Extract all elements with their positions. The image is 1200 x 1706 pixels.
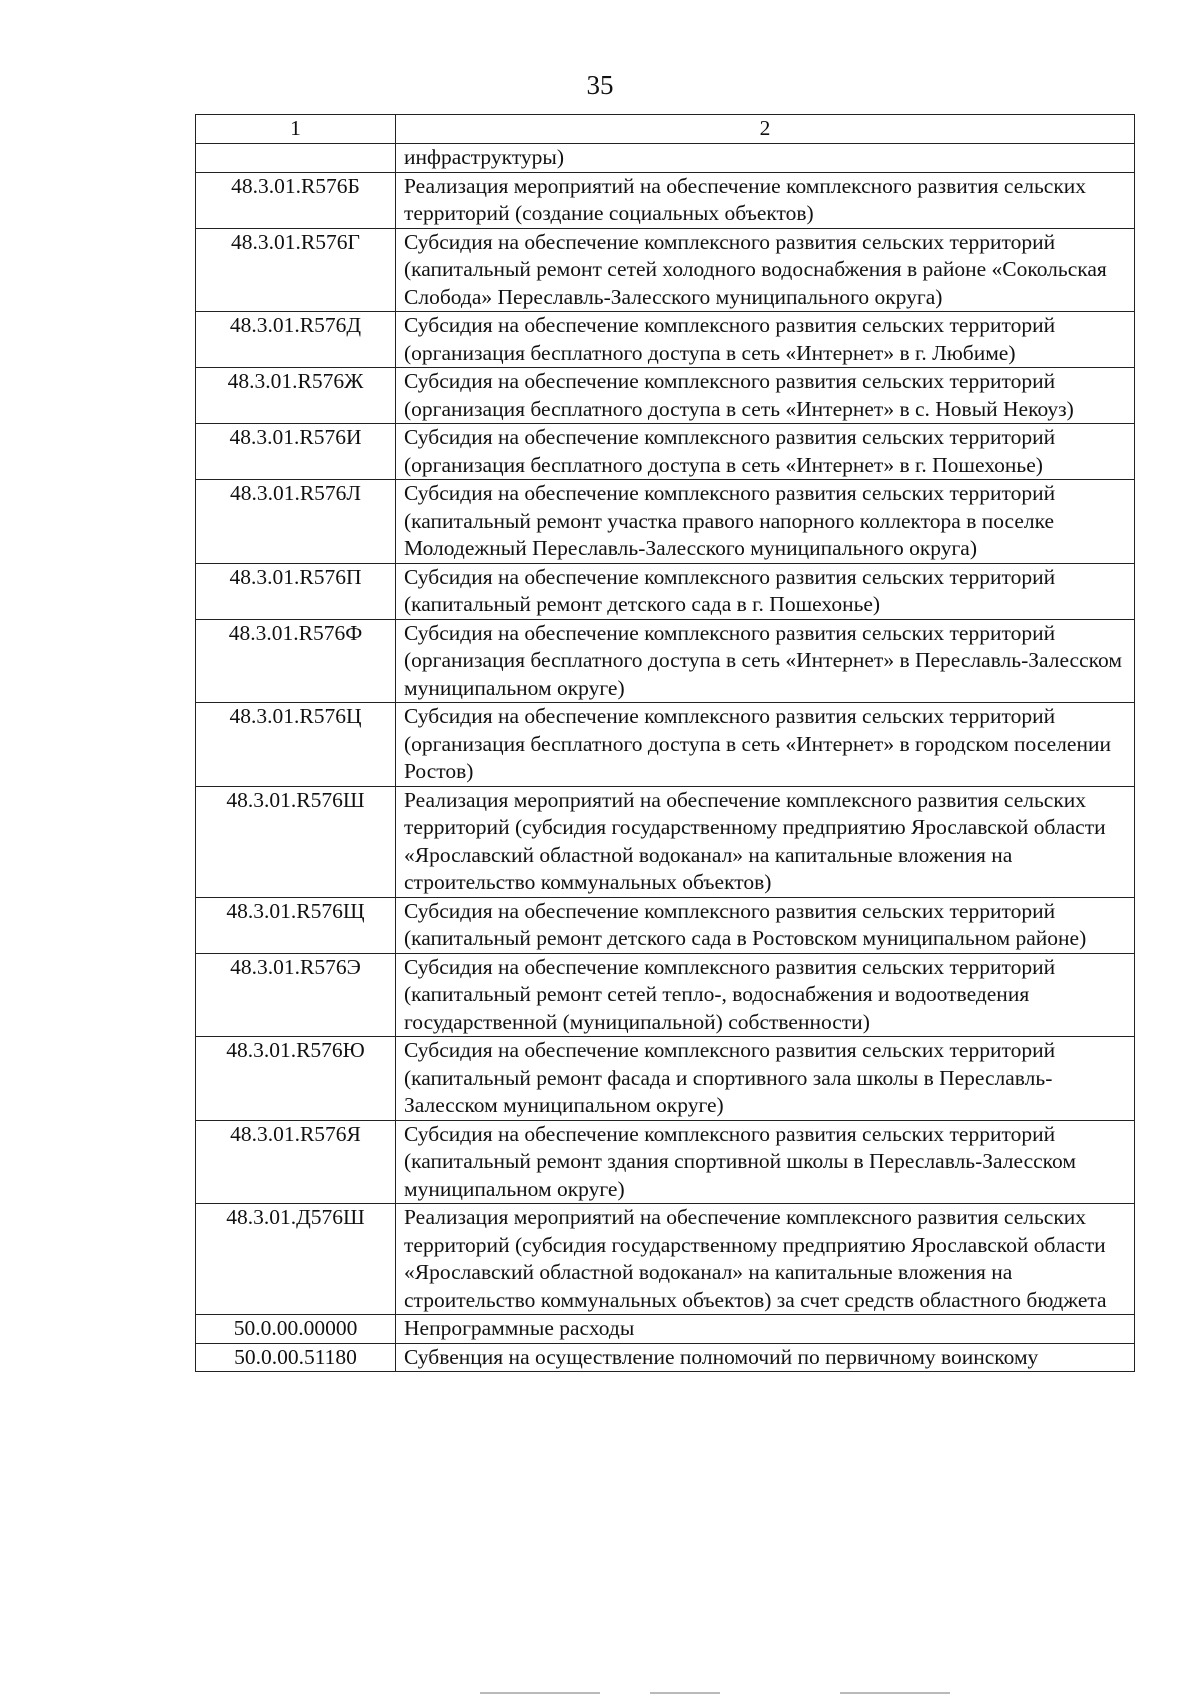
row-description: Субсидия на обеспечение комплексного развития сельских территорий (организация бесплатного доступа в сеть «Интернет» в городском поселении Ростов): [396, 703, 1135, 787]
row-description: Реализация мероприятий на обеспечение комплексного развития сельских территорий (субсидия государственному предприятию Ярославской области «Ярославский областной водоканал» на капитальные вложения на строительство коммунальных объектов) за счет средств областного бюджета: [396, 1204, 1135, 1315]
row-description: Субсидия на обеспечение комплексного развития сельских территорий (капитальный ремонт фасада и спортивного зала школы в Переславль-Залесском муниципальном округе): [396, 1037, 1135, 1121]
table-row: [196, 1343, 1135, 1372]
header-col-1: 1: [196, 115, 396, 144]
row-description: Субсидия на обеспечение комплексного развития сельских территорий (организация бесплатного доступа в сеть «Интернет» в г. Пошехонье): [396, 424, 1135, 480]
table-header-row: [196, 115, 1135, 144]
row-description: Субсидия на обеспечение комплексного развития сельских территорий (организация бесплатного доступа в сеть «Интернет» в Переславль-Залесском муниципальном округе): [396, 619, 1135, 703]
row-code: 48.3.01.R576Л: [196, 480, 396, 564]
table-row: [196, 703, 1135, 787]
row-description: Субвенция на осуществление полномочий по первичному воинскому: [396, 1343, 1135, 1372]
row-code: 50.0.00.51180: [196, 1343, 396, 1372]
row-code: 48.3.01.R576Д: [196, 312, 396, 368]
row-description: Субсидия на обеспечение комплексного развития сельских территорий (капитальный ремонт сетей тепло-, водоснабжения и водоотведения государственной (муниципальной) собственности): [396, 953, 1135, 1037]
row-code: 48.3.01.R576И: [196, 424, 396, 480]
table-row: [196, 424, 1135, 480]
table-row: [196, 619, 1135, 703]
table-row: [196, 312, 1135, 368]
table-row: [196, 1120, 1135, 1204]
row-description: Реализация мероприятий на обеспечение комплексного развития сельских территорий (создание социальных объектов): [396, 172, 1135, 228]
row-code: 48.3.01.R576Ж: [196, 368, 396, 424]
scan-artifact-line: [650, 1692, 720, 1694]
table-row: [196, 144, 1135, 173]
row-description: Субсидия на обеспечение комплексного развития сельских территорий (капитальный ремонт сетей холодного водоснабжения в районе «Сокольская Слобода» Переславль-Залесского муниципального округа): [396, 228, 1135, 312]
row-code: 48.3.01.R576Я: [196, 1120, 396, 1204]
row-code: 48.3.01.R576Щ: [196, 897, 396, 953]
header-col-2: 2: [396, 115, 1135, 144]
row-code: 48.3.01.R576Ф: [196, 619, 396, 703]
row-code: 48.3.01.R576Ю: [196, 1037, 396, 1121]
table-row: [196, 228, 1135, 312]
table-row: [196, 953, 1135, 1037]
row-code: 48.3.01.R576П: [196, 563, 396, 619]
row-description: Субсидия на обеспечение комплексного развития сельских территорий (капитальный ремонт детского сада в Ростовском муниципальном районе): [396, 897, 1135, 953]
row-code: 48.3.01.R576Б: [196, 172, 396, 228]
row-description: Реализация мероприятий на обеспечение комплексного развития сельских территорий (субсидия государственному предприятию Ярославской области «Ярославский областной водоканал» на капитальные вложения на строительство коммунальных объектов): [396, 786, 1135, 897]
row-code: 48.3.01.R576Г: [196, 228, 396, 312]
row-code: [196, 144, 396, 173]
scan-artifact-line: [480, 1692, 600, 1694]
row-description: Субсидия на обеспечение комплексного развития сельских территорий (организация бесплатного доступа в сеть «Интернет» в г. Любиме): [396, 312, 1135, 368]
row-description: Субсидия на обеспечение комплексного развития сельских территорий (капитальный ремонт здания спортивной школы в Переславль-Залесском муниципальном округе): [396, 1120, 1135, 1204]
row-description: Субсидия на обеспечение комплексного развития сельских территорий (капитальный ремонт участка правого напорного коллектора в поселке Молодежный Переславль-Залесского муниципального округа): [396, 480, 1135, 564]
row-description: Субсидия на обеспечение комплексного развития сельских территорий (организация бесплатного доступа в сеть «Интернет» в с. Новый Некоуз): [396, 368, 1135, 424]
table-row: [196, 172, 1135, 228]
table-row: [196, 563, 1135, 619]
row-description: Субсидия на обеспечение комплексного развития сельских территорий (капитальный ремонт детского сада в г. Пошехонье): [396, 563, 1135, 619]
row-code: 48.3.01.R576Ц: [196, 703, 396, 787]
row-code: 48.3.01.R576Ш: [196, 786, 396, 897]
row-code: 48.3.01.R576Э: [196, 953, 396, 1037]
table-row: [196, 368, 1135, 424]
page-number: 35: [586, 70, 614, 100]
scan-artifact-line: [840, 1692, 950, 1694]
row-description: инфраструктуры): [396, 144, 1135, 173]
table-row: [196, 1315, 1135, 1344]
table-row: [196, 897, 1135, 953]
row-code: 50.0.00.00000: [196, 1315, 396, 1344]
table-row: [196, 786, 1135, 897]
table-row: [196, 1204, 1135, 1315]
table-row: [196, 480, 1135, 564]
budget-table: [195, 114, 1135, 1372]
row-code: 48.3.01.Д576Ш: [196, 1204, 396, 1315]
table-row: [196, 1037, 1135, 1121]
row-description: Непрограммные расходы: [396, 1315, 1135, 1344]
